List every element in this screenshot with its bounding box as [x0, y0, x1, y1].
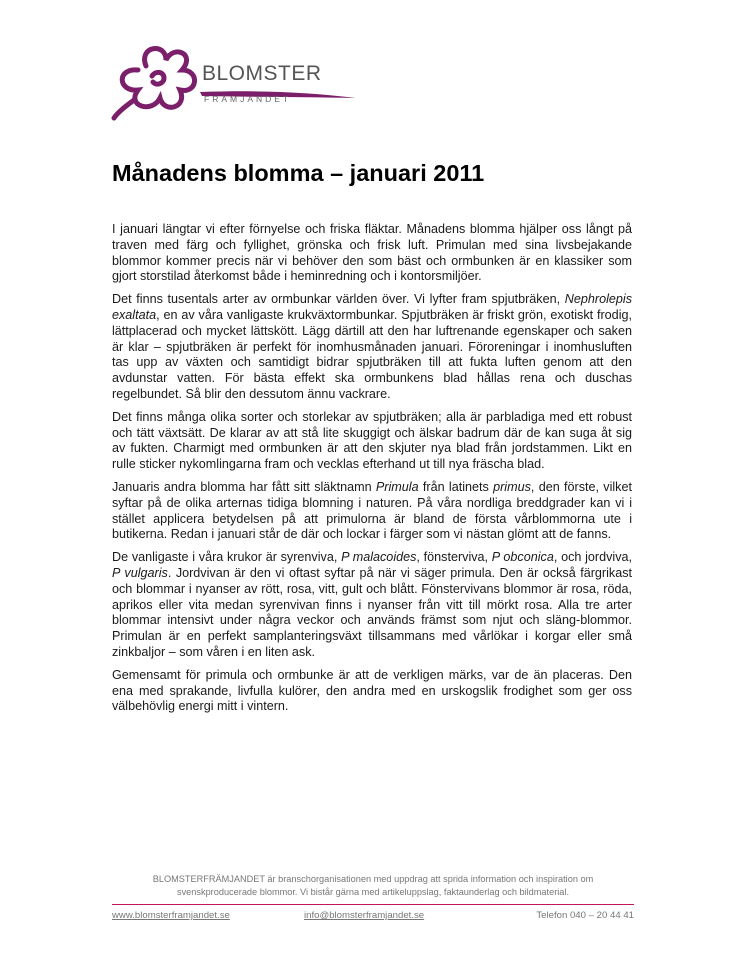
- logo: [108, 40, 368, 122]
- italic-term: P vulgaris: [112, 565, 168, 580]
- text-run: , en av våra vanligaste krukväxtormbunkar. Spjutbräken är friskt grön, exotiskt frodig, lättplacerad och mycket lättskött. Lägg därtill att den har luftrenande egenskaper och saken är klar – spjutbräken är perfekt för inomhusmånaden januari. Föroreningar i inomhusluften tas upp av växten och samtidigt bidrar spjutbräken till att fukta luften genom att den avdunstar vatten. För bästa effekt ska ormbunkens blad hållas rena och duschas regelbundet. Så blir den dessutom ännu vackrare.: [112, 307, 632, 401]
- text-run: Det finns många olika sorter och storlekar av spjutbräken; alla är parbladiga med ett robust och tätt växtsätt. De klarar av att stå lite skuggigt och älskar badrum där de kan suga åt sig av fukten. Charmigt med ormbunken är att den skjuter nya blad från jordstammen. Likt en rulle sticker nykomlingarna fram och vecklas efterhand ut till nya fräscha blad.: [112, 409, 632, 472]
- paragraph: [112, 292, 632, 403]
- text-run: , och jordviva,: [553, 550, 632, 565]
- text-run: Det finns tusentals arter av ormbunkar världen över. Vi lyfter fram spjutbräken,: [112, 292, 565, 307]
- text-run: , den förste, vilket syftar på de olika arternas tidiga blomning i naturen. På våra nordliga breddgrader kan vi i stället applicera betydelsen på att primulorna är bland de första vårblommorna ute i butikerna. Redan i januari står de där och lockar i färger som vi nästan glömt att de fanns.: [112, 479, 632, 542]
- article-body: [112, 222, 632, 722]
- footer-divider: [112, 904, 634, 905]
- paragraph: [112, 480, 632, 543]
- text-run: från latinets: [418, 479, 494, 494]
- page-title: Månadens blomma – januari 2011: [112, 160, 485, 186]
- italic-term: primus: [493, 479, 531, 494]
- phone-number: Telefon 040 – 20 44 41: [536, 910, 634, 921]
- italic-term: P malacoides: [341, 550, 417, 565]
- italic-term: Primula: [375, 479, 419, 494]
- email-link[interactable]: info@blomsterframjandet.se: [304, 910, 425, 921]
- text-run: . Jordvivan är den vi oftast syftar på när vi säger primula. Den är också färgrikast och blommar i nyanser av rött, rosa, vitt, gult och blått. Fönstervivans blommor är rosa, röda, aprikos eller vita medan syrenvivan finns i nyanser från vitt till mörkt rosa. Alla tre arter blommar intensivt under några veckor och används främst som njut och släng-blommor. Primulan är en perfekt samplanteringsväxt tillsammans med vårlökar i korgar eller små zinkbaljor – som våren i en liten ask.: [112, 565, 633, 659]
- paragraph: [112, 550, 632, 661]
- website-link[interactable]: www.blomsterframjandet.se: [112, 910, 230, 921]
- text-run: Gemensamt för primula och ormbunke är att de verkligen märks, var de än placeras. Den ena med sprakande, livfulla kulörer, den andra med en urskogslik frodighet som ger oss välbehövlig energi mitt i vintern.: [112, 667, 632, 714]
- footer-contact-bar: [112, 910, 634, 924]
- text-run: Januaris andra blomma har fått sitt släktnamn: [112, 479, 376, 494]
- paragraph: [112, 222, 632, 285]
- italic-term: P obconica: [491, 550, 554, 565]
- logo-sub-text: FRÄMJANDET: [204, 94, 292, 104]
- logo-brand-text: BLOMSTER: [202, 62, 322, 85]
- footer-note: BLOMSTERFRÄMJANDET är branschorganisationen med uppdrag att sprida information och inspiration om svenskproducerade blommor. Vi bistår gärna med artikeluppslag, faktaunderlag och bildmaterial.: [152, 874, 594, 897]
- italic-term: Nephrolepis exaltata: [112, 292, 632, 322]
- text-run: , fönsterviva,: [416, 550, 492, 565]
- paragraph: [112, 410, 632, 473]
- text-run: I januari längtar vi efter förnyelse och friska fläktar. Månadens blomma hjälper oss långt på traven med färg och fyllighet, grönska och frisk luft. Primulan med sina livsbejakande blommor kommer precis när vi behöver den som bäst och ormbunken är en klassiker som gjort storstilad återkomst både i heminredning och i kontorsmiljöer.: [112, 222, 632, 284]
- text-run: De vanligaste i våra krukor är syrenviva,: [112, 550, 342, 565]
- paragraph: [112, 668, 632, 715]
